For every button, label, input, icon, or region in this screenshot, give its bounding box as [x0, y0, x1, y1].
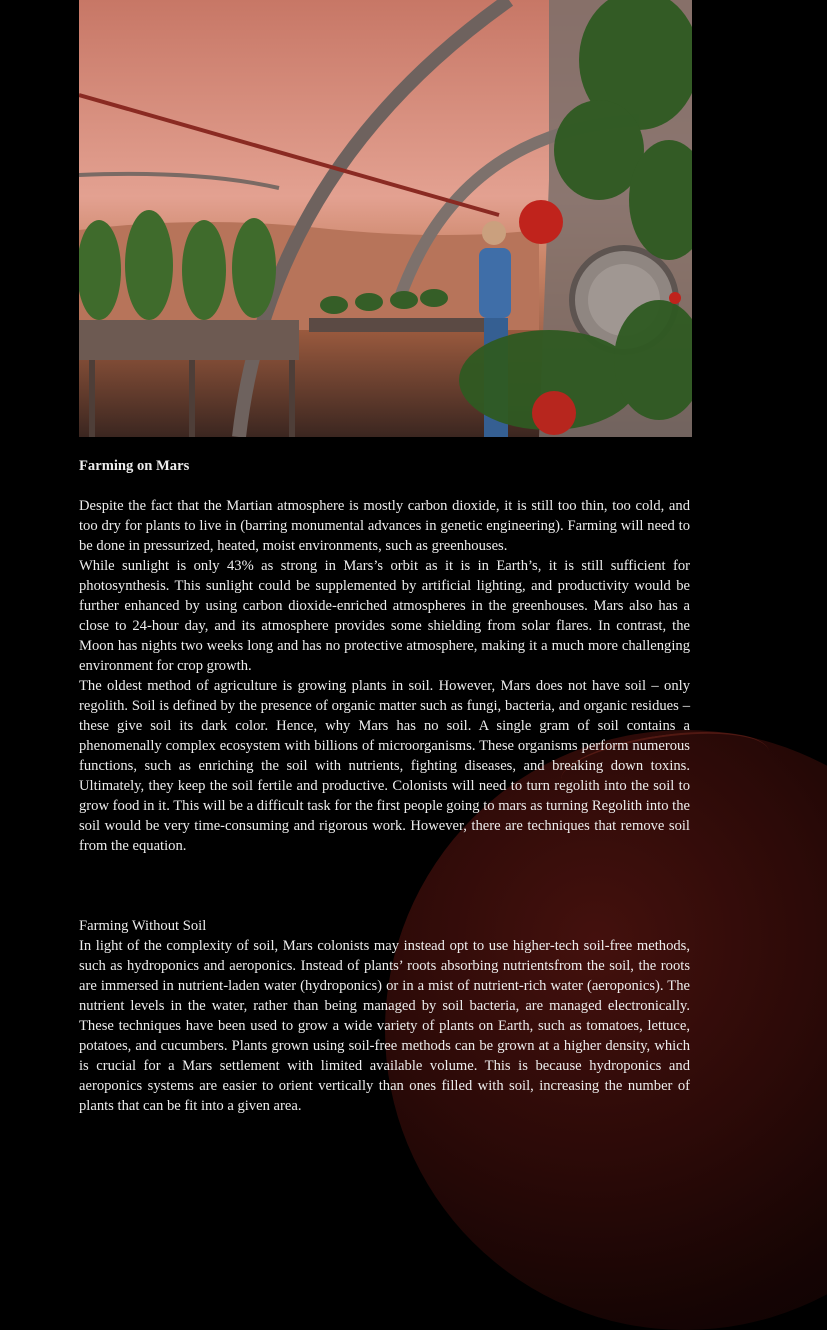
mars-greenhouse-illustration: [79, 0, 692, 437]
article-body-part-2: [79, 936, 690, 1116]
article-title: Farming on Mars: [79, 458, 190, 474]
paragraph-1: Despite the fact that the Martian atmosphere is mostly carbon dioxide, it is still too thin, too cold, and too dry for plants to live in (barring monumental advances in genetic engineering). Farming will need to be done in pressurized, heated, moist environments, such as greenhouses.: [79, 498, 690, 554]
paragraph-3: The oldest method of agriculture is growing plants in soil. However, Mars does not have soil – only regolith. Soil is defined by the presence of organic matter such as fungi, bacteria, and organic residues – these give soil its dark color. Hence, why Mars has no soil. A single gram of soil contains a phenomenally complex ecosystem with billions of microorganisms. These organisms perform numerous functions, such as enriching the soil with nutrients, fighting diseases, and breaking down toxins. Ultimately, they keep the soil fertile and productive. Colonists will need to turn regolith into the soil to grow food in it. This will be a difficult task for the first people going to mars as turning Regolith into the soil would be very time-consuming and rigorous work. However, there are techniques that remove soil from the equation.: [79, 678, 690, 854]
article-body-part-1: [79, 496, 690, 856]
paragraph-2: While sunlight is only 43% as strong in Mars’s orbit as it is in Earth’s, it is still sufficient for photosynthesis. This sunlight could be supplemented by artificial lighting, and productivity would be further enhanced by using carbon dioxide-enriched atmospheres in the greenhouses. Mars also has a close to 24-hour day, and its atmosphere provides some shielding from solar flares. In contrast, the Moon has nights two weeks long and has no protective atmosphere, making it a much more challenging environment for crop growth.: [79, 558, 690, 674]
section-subtitle: Farming Without Soil: [79, 918, 207, 934]
paragraph-4: In light of the complexity of soil, Mars colonists may instead opt to use higher-tech soil-free methods, such as hydroponics and aeroponics. Instead of plants’ roots absorbing nutrientsfrom the soil, the roots are immersed in nutrient-laden water (hydroponics) or in a mist of nutrient-rich water (aeroponics). The nutrient levels in the water, rather than being managed by soil bacteria, are managed electronically. These techniques have been used to grow a wide variety of plants on Earth, such as tomatoes, lettuce, potatoes, and cucumbers. Plants grown using soil-free methods can be grown at a higher density, which is crucial for a Mars settlement with limited available volume. This is because hydroponics and aeroponics systems are easier to orient vertically than ones filled with soil, increasing the number of plants that can be fit into a given area.: [79, 938, 690, 1114]
